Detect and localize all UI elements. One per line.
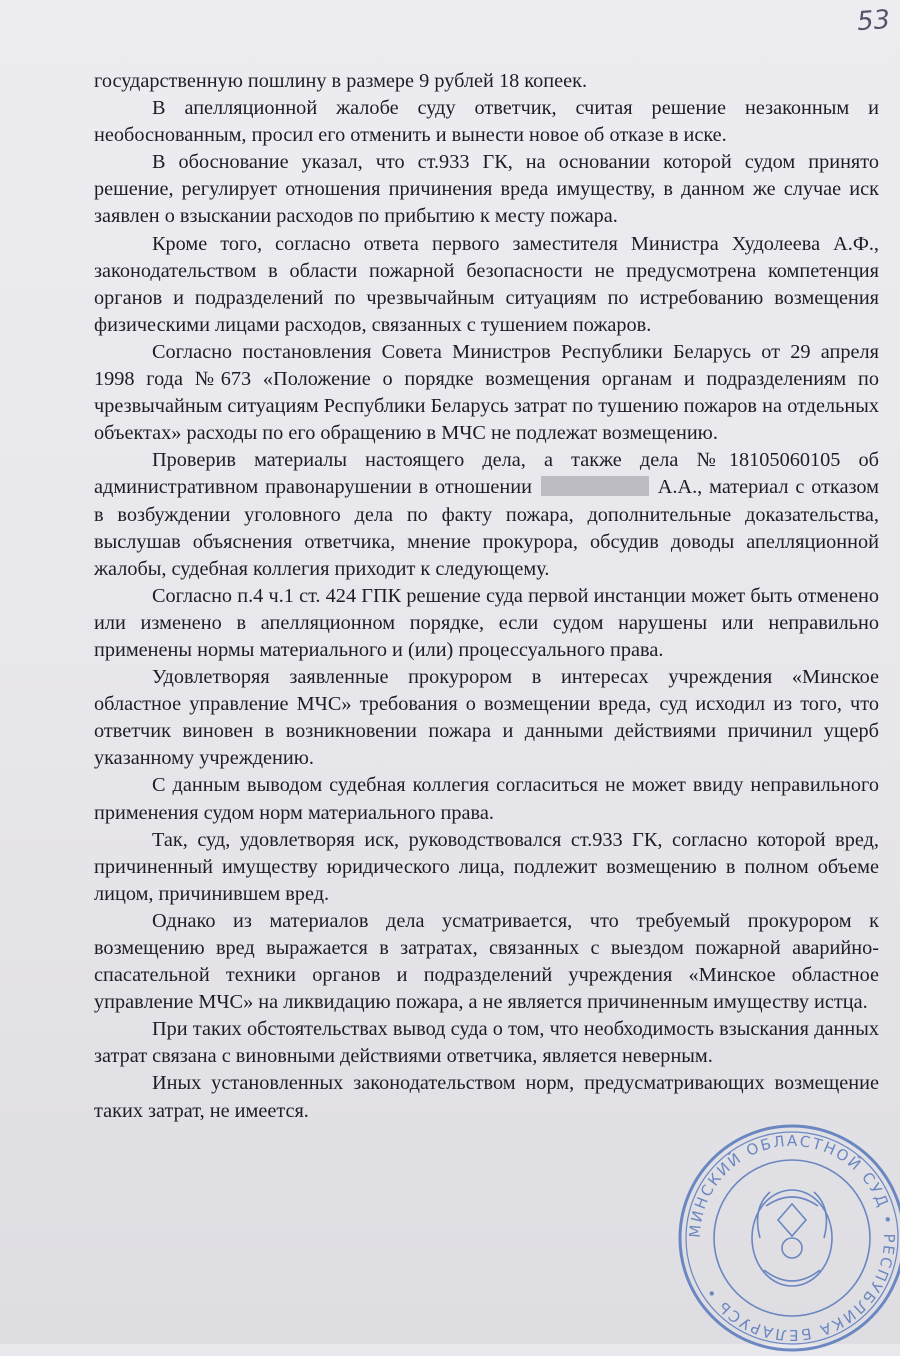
- paragraph-3: Кроме того, согласно ответа первого заместителя Министра Худолеева А.Ф., законодательством в области пожарной безопасности не предусмотрена компетенция органов и подразделений по чрезвычайным ситуациям по истребованию возмещения физическими лицами расходов, связанных с тушением пожаров.: [94, 232, 879, 336]
- paragraph-0: государственную пошлину в размере 9 рублей 18 копеек.: [94, 70, 588, 92]
- paragraph-2: В обоснование указал, что ст.933 ГК, на основании которой судом принято решение, регулирует отношения причинения вреда имуществу, в данном же случае иск заявлен о взыскании расходов по прибытию к месту пожара.: [94, 151, 879, 228]
- paragraph-10: Однако из материалов дела усматривается, что требуемый прокурором к возмещению вред выражается в затратах, связанных с выездом пожарной аварийно-спасательной техники органов и подразделений учреждения «Минское областное управление МЧС» на ликвидацию пожара, а не является причиненным имуществу истца.: [94, 909, 879, 1014]
- paragraph-11: При таких обстоятельствах вывод суда о том, что необходимость взыскания данных затрат связана с виновными действиями ответчика, является неверным.: [94, 1018, 879, 1068]
- paragraph-5: [94, 447, 879, 582]
- paragraph-1: В апелляционной жалобе суду ответчик, считая решение незаконным и необоснованным, просил его отменить и вынести новое об отказе в иске.: [94, 97, 879, 147]
- stamp-ring-text: МИНСКИЙ ОБЛАСТНОЙ СУД • РЕСПУБЛИКА БЕЛАРУСЬ •: [685, 1131, 899, 1345]
- emblem-icon: [752, 1190, 832, 1286]
- paragraph-6: Согласно п.4 ч.1 ст. 424 ГПК решение суда первой инстанции может быть отменено или изменено в апелляционном порядке, если судом нарушены или неправильно применены нормы материального и (или) процессуального права.: [94, 584, 879, 661]
- paragraph-4: Согласно постановления Совета Министров Республики Беларусь от 29 апреля 1998 года №673 «Положение о порядке возмещения органам и подразделениям по чрезвычайным ситуациям Республики Беларусь затрат по тушению пожаров на отдельных объектах» расходы по его обращению в МЧС не подлежат возмещению.: [94, 340, 879, 445]
- paragraph-8: С данным выводом судебная коллегия согласиться не может ввиду неправильного применения судом норм материального права.: [94, 774, 879, 824]
- redacted-surname: [541, 476, 649, 496]
- page-number: 53: [855, 4, 892, 38]
- paragraph-9: Так, суд, удовлетворяя иск, руководствовался ст.933 ГК, согласно которой вред, причиненный имуществу юридического лица, подлежит возмещению в полном объеме лицом, причинившем вред.: [94, 828, 879, 905]
- paragraph-5-end: А.А., материал с отказом в возбуждении уголовного дела по факту пожара, дополнительные доказательства, выслушав объяснения ответчика, мнение прокурора, обсудив доводы апелляционной жалобы, судебная коллегия приходит к следующему.: [94, 476, 879, 580]
- paragraph-5-start: Проверив материалы настоящего дела, а также дела №18105060105 об административном правонарушении в отношении: [94, 449, 879, 499]
- paragraph-12: Иных установленных законодательством норм, предусматривающих возмещение таких затрат, не имеется.: [94, 1072, 879, 1122]
- document-body: [94, 68, 879, 1125]
- court-seal-stamp: [674, 1120, 900, 1356]
- paragraph-7: Удовлетворяя заявленные прокурором в интересах учреждения «Минское областное управление МЧС» требования о возмещении вреда, суд исходил из того, что ответчик виновен в возникновении пожара и данными действиями причинил ущерб указанному учреждению.: [94, 666, 879, 770]
